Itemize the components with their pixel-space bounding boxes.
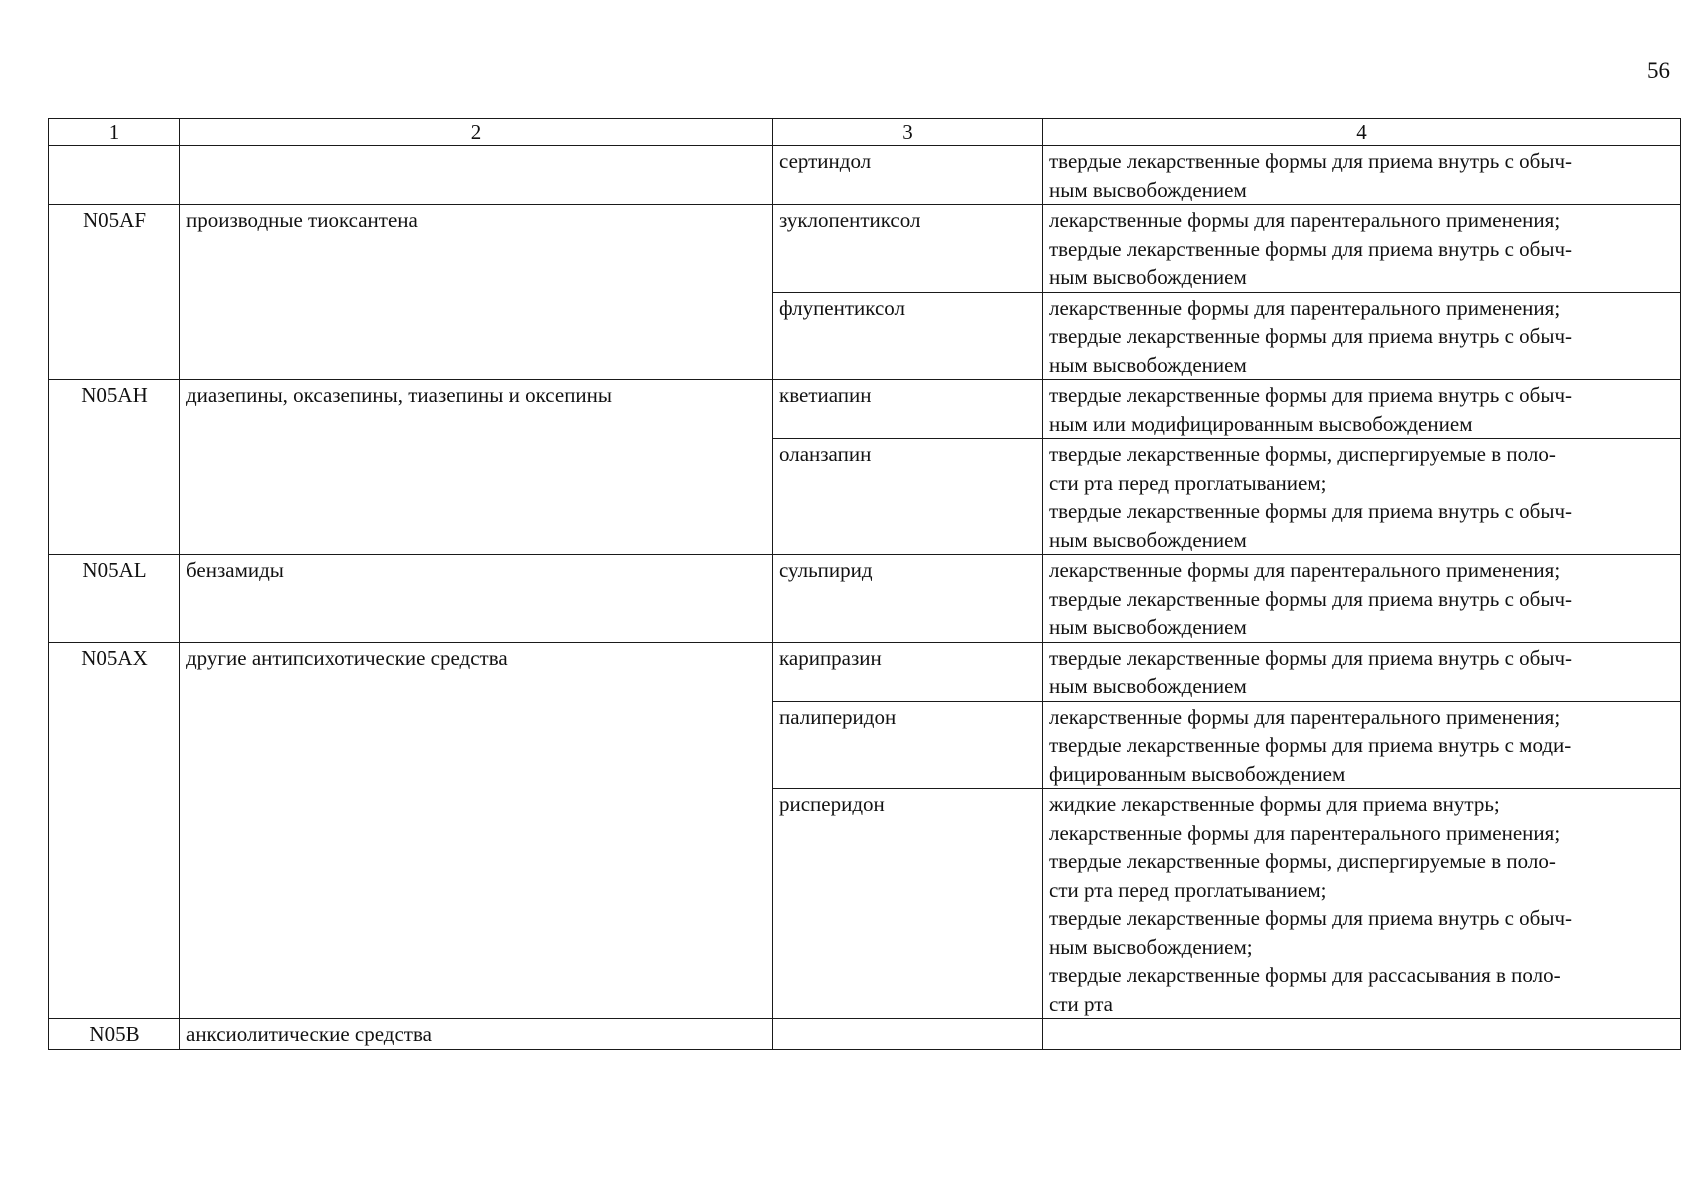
dosage-form-line: твердые лекарственные формы для приема внутрь с обыч- xyxy=(1049,906,1573,930)
dosage-form-line: фицированным высвобождением xyxy=(1049,761,1346,786)
dosage-forms-cell xyxy=(1043,1019,1681,1050)
group-name-cell: бензамиды xyxy=(180,555,773,643)
dosage-form-line: сти рта перед проглатыванием; xyxy=(1049,470,1327,495)
dosage-forms-cell xyxy=(1043,205,1681,293)
dosage-form-line: лекарственные формы для парентерального применения; xyxy=(1049,295,1561,320)
drug-name-cell: палиперидон xyxy=(773,701,1043,789)
dosage-form-line: твердые лекарственные формы для приема внутрь с обыч- xyxy=(1049,383,1573,407)
dosage-form-line: ным высвобождением xyxy=(1049,674,1247,698)
atc-code-cell xyxy=(49,146,180,205)
atc-code-cell: N05AX xyxy=(49,642,180,1019)
dosage-form-line: лекарственные формы для парентерального применения; xyxy=(1049,208,1561,232)
drug-name-cell: зуклопентиксол xyxy=(773,205,1043,293)
table-row xyxy=(49,146,1681,205)
drug-name-cell: флупентиксол xyxy=(773,292,1043,380)
dosage-form-line: лекарственные формы для парентерального применения; xyxy=(1049,558,1561,582)
dosage-form-line: твердые лекарственные формы для приема внутрь с обыч- xyxy=(1049,236,1573,261)
dosage-form-line: ным высвобождением xyxy=(1049,177,1247,202)
header-row xyxy=(49,119,1681,146)
group-name-cell: другие антипсихотические средства xyxy=(180,642,773,1019)
dosage-form-line: твердые лекарственные формы для приема внутрь с моди- xyxy=(1049,733,1572,757)
drug-table xyxy=(48,118,1681,1050)
dosage-form-line: сти рта перед проглатыванием; xyxy=(1049,877,1327,902)
dosage-forms-cell xyxy=(1043,789,1681,1019)
table-row xyxy=(49,205,1681,293)
dosage-form-line: ным высвобождением xyxy=(1049,615,1247,639)
dosage-form-line: твердые лекарственные формы, диспергируемые в поло- xyxy=(1049,442,1556,466)
dosage-form-line: ным или модифицированным высвобождением xyxy=(1049,411,1473,436)
table-row xyxy=(49,555,1681,643)
dosage-form-line: лекарственные формы для парентерального применения; xyxy=(1049,820,1561,845)
dosage-form-line: твердые лекарственные формы для приема внутрь с обыч- xyxy=(1049,586,1573,611)
group-name-cell: диазепины, оксазепины, тиазепины и оксепины xyxy=(180,380,773,555)
dosage-form-line: ным высвобождением xyxy=(1049,352,1247,377)
group-name-cell: производные тиоксантена xyxy=(180,205,773,380)
group-name-cell: анксиолитические средства xyxy=(180,1019,773,1050)
drug-name-cell: сертиндол xyxy=(773,146,1043,205)
dosage-form-line: твердые лекарственные формы для рассасывания в поло- xyxy=(1049,963,1561,987)
dosage-forms-cell xyxy=(1043,642,1681,701)
column-header-2: 2 xyxy=(180,119,773,146)
column-header-4: 4 xyxy=(1043,119,1681,146)
atc-code-cell: N05B xyxy=(49,1019,180,1050)
atc-code-cell: N05AF xyxy=(49,205,180,380)
drug-name-cell: кветиапин xyxy=(773,380,1043,439)
drug-name-cell: сульпирид xyxy=(773,555,1043,643)
dosage-form-line: твердые лекарственные формы для приема внутрь с обыч- xyxy=(1049,645,1573,670)
atc-code-cell: N05AL xyxy=(49,555,180,643)
dosage-form-line: жидкие лекарственные формы для приема внутрь; xyxy=(1049,792,1500,816)
page-number: 56 xyxy=(1647,58,1670,83)
drug-name-cell xyxy=(773,1019,1043,1050)
table-body xyxy=(49,146,1681,1050)
dosage-form-line: твердые лекарственные формы для приема внутрь с обыч- xyxy=(1049,324,1573,348)
drug-name-cell: рисперидон xyxy=(773,789,1043,1019)
dosage-forms-cell xyxy=(1043,439,1681,555)
dosage-form-line: ным высвобождением xyxy=(1049,265,1247,289)
drug-name-cell: оланзапин xyxy=(773,439,1043,555)
atc-code-cell: N05AH xyxy=(49,380,180,555)
dosage-forms-cell xyxy=(1043,701,1681,789)
table-row xyxy=(49,642,1681,701)
dosage-form-line: твердые лекарственные формы для приема внутрь с обыч- xyxy=(1049,149,1573,173)
dosage-forms-cell xyxy=(1043,380,1681,439)
table-row xyxy=(49,380,1681,439)
dosage-form-line: сти рта xyxy=(1049,991,1113,1016)
table-row xyxy=(49,1019,1681,1050)
dosage-forms-cell xyxy=(1043,292,1681,380)
dosage-form-line: лекарственные формы для парентерального применения; xyxy=(1049,704,1561,729)
dosage-forms-cell xyxy=(1043,555,1681,643)
dosage-form-line: твердые лекарственные формы для приема внутрь с обыч- xyxy=(1049,499,1573,523)
drug-name-cell: карипразин xyxy=(773,642,1043,701)
dosage-form-line: ным высвобождением; xyxy=(1049,934,1253,959)
column-header-3: 3 xyxy=(773,119,1043,146)
group-name-cell xyxy=(180,146,773,205)
dosage-form-line: ным высвобождением xyxy=(1049,527,1247,552)
column-header-1: 1 xyxy=(49,119,180,146)
dosage-form-line: твердые лекарственные формы, диспергируемые в поло- xyxy=(1049,849,1556,873)
dosage-forms-cell xyxy=(1043,146,1681,205)
